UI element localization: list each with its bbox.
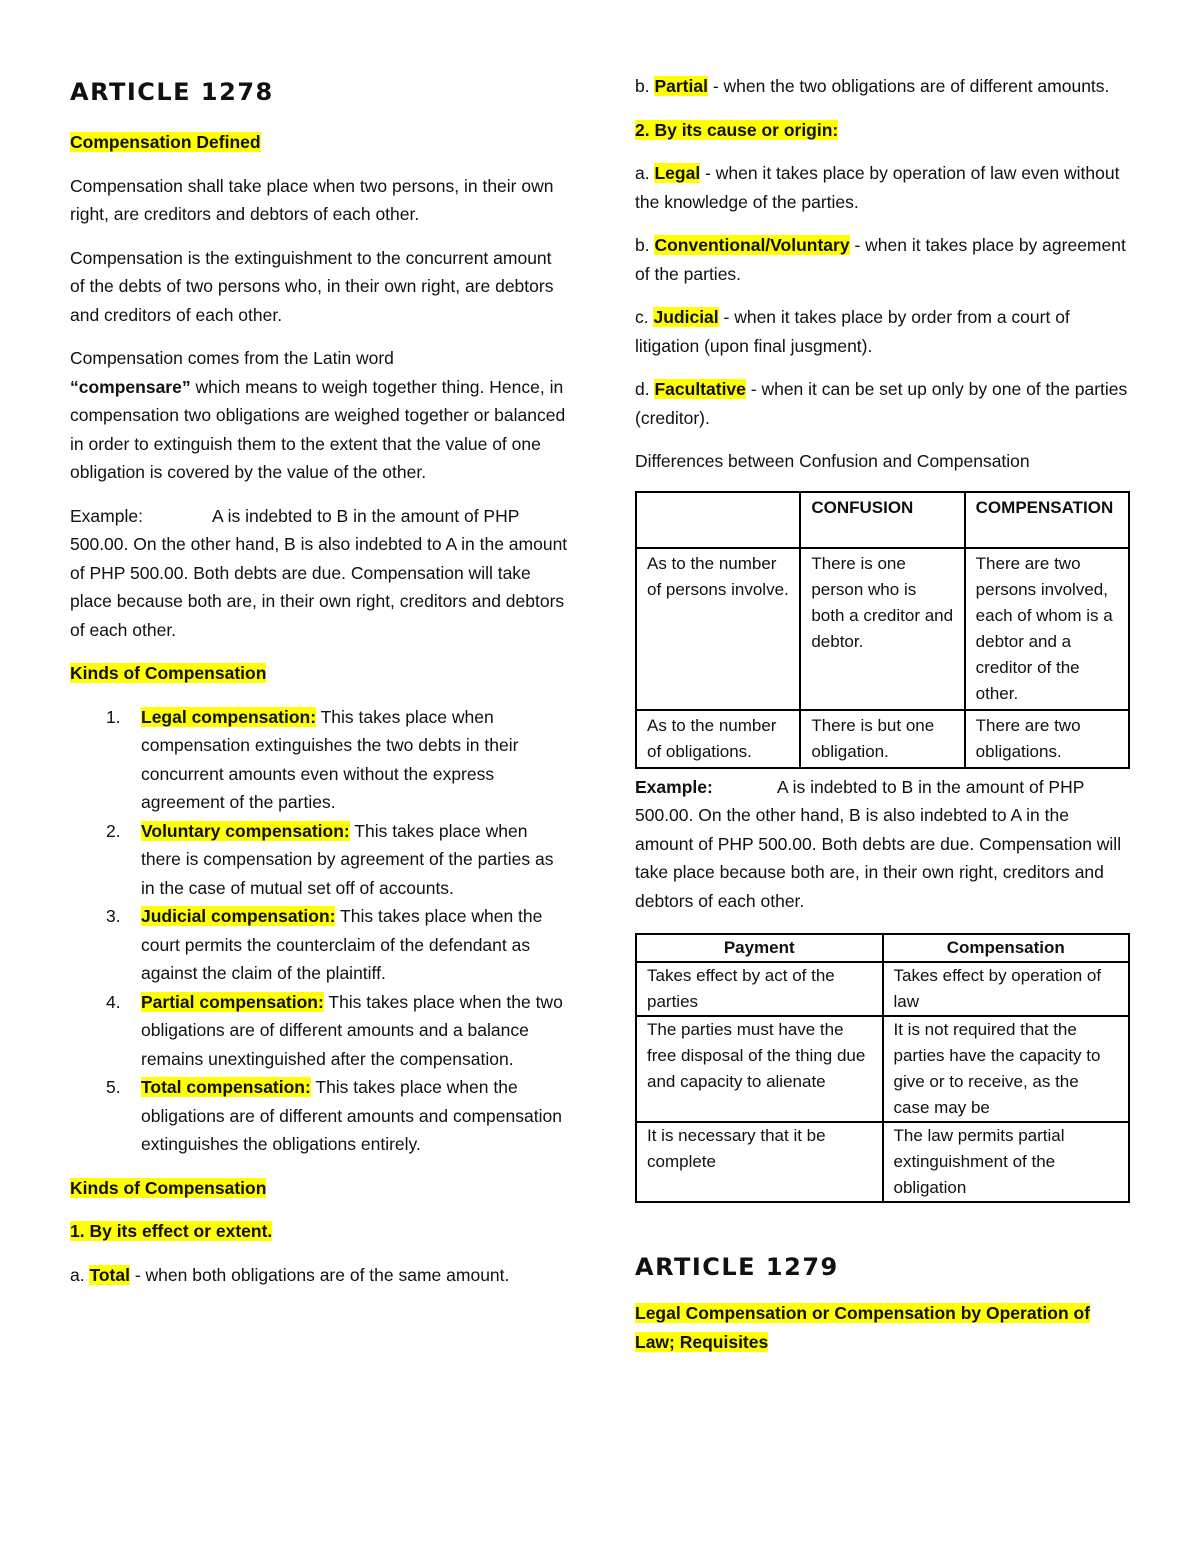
table-cell: There are two obligations. [965, 710, 1129, 768]
table-header-cell: CONFUSION [800, 492, 964, 548]
table-cell: Takes effect by operation of law [883, 962, 1130, 1016]
table-row [636, 710, 1129, 768]
kinds-list [70, 703, 570, 1159]
table-header-cell: Payment [636, 934, 883, 962]
total-kind: a. Total - when both obligations are of the same amount. [70, 1264, 510, 1285]
legal-kind: a. Legal - when it takes place by operation of law even without the knowledge of the parties. [635, 163, 1120, 212]
table-cell: As to the number of obligations. [636, 710, 800, 768]
table-cell: There are two persons involved, each of whom is a debtor and a creditor of the other. [965, 548, 1129, 710]
by-cause-heading: 2. By its cause or origin: [635, 119, 839, 140]
kinds-heading-2: Kinds of Compensation [70, 1177, 267, 1198]
table-header-row [636, 934, 1129, 962]
kinds-heading: Kinds of Compensation [70, 663, 267, 683]
conventional-kind: b. Conventional/Voluntary - when it takes place by agreement of the parties. [635, 235, 1126, 284]
table-row [636, 1122, 1129, 1202]
table-cell: There is but one obligation. [800, 710, 964, 768]
table-cell: As to the number of persons involve. [636, 548, 800, 710]
by-effect-heading: 1. By its effect or extent. [70, 1221, 273, 1241]
table-cell: There is one person who is both a creditor and debtor. [800, 548, 964, 710]
article-1279-title: ARTICLE 1279 [635, 1253, 839, 1281]
table-cell: It is necessary that it be complete [636, 1122, 883, 1202]
table-row [636, 548, 1129, 710]
example-label: Example: [635, 776, 713, 797]
confusion-compensation-table [635, 491, 1130, 769]
example-block-right: Example: A is indebted to B in the amount of PHP 500.00. On the other hand, B is also indebted to A in the amount of PHP 500.00. Both debts are due. Compensation will take place because both are, in their own right, creditors and debtors of each other. [635, 773, 1130, 916]
legal-compensation-heading: Legal Compensation or Compensation by Operation of Law; Requisites [635, 1303, 1091, 1352]
list-item: 5. Total compensation: This takes place when the obligations are of different amounts and compensation extinguishes the obligations entirely. [106, 1077, 562, 1154]
latin-origin-paragraph: Compensation comes from the Latin word “compensare” which means to weigh together thing. Hence, in compensation two obligations are weighed together or balanced in order to extinguish them to the extent that the value of one obligation is covered by the value of the other. [70, 348, 566, 482]
payment-compensation-table [635, 933, 1130, 1203]
judicial-kind: c. Judicial - when it takes place by order from a court of litigation (upon final jusgment). [635, 307, 1070, 356]
table-cell: The law permits partial extinguishment of the obligation [883, 1122, 1130, 1202]
definition-paragraph-2: Compensation is the extinguishment to the concurrent amount of the debts of two persons who, in their own right, are debtors and creditors of each other. [70, 247, 554, 325]
latin-term: “compensare” [70, 376, 191, 397]
example-label: Example: [70, 505, 143, 526]
list-item: 1. Legal compensation: This takes place when compensation extinguishes the two debts in their concurrent amounts even without the express agreement of the parties. [106, 706, 519, 812]
right-column [635, 72, 1130, 1371]
table-row [636, 962, 1129, 1016]
list-item: 2. Voluntary compensation: This takes place when there is compensation by agreement of the parties as in the case of mutual set off of accounts. [106, 820, 554, 898]
table-cell: It is not required that the parties have the capacity to give or to receive, as the case may be [883, 1016, 1130, 1122]
table-header-cell [636, 492, 800, 548]
table-row [636, 1016, 1129, 1122]
differences-heading: Differences between Confusion and Compensation [635, 451, 1030, 471]
partial-kind: b. Partial - when the two obligations are of different amounts. [635, 76, 1110, 96]
table-cell: Takes effect by act of the parties [636, 962, 883, 1016]
list-item: 4. Partial compensation: This takes place when the two obligations are of different amounts and a balance remains unextinguished after the compensation. [106, 991, 563, 1069]
example-block-left: Example: A is indebted to B in the amount of PHP 500.00. On the other hand, B is also indebted to A in the amount of PHP 500.00. Both debts are due. Compensation will take place because both are, in their own right, creditors and debtors of each other. [70, 502, 570, 645]
table-header-cell: Compensation [883, 934, 1130, 962]
list-item: 3. Judicial compensation: This takes place when the court permits the counterclaim of the defendant as against the claim of the plaintiff. [106, 906, 543, 983]
table-header-cell: COMPENSATION [965, 492, 1129, 548]
left-column [70, 72, 570, 1304]
table-header-row [636, 492, 1129, 548]
definition-paragraph-1: Compensation shall take place when two persons, in their own right, are creditors and debtors of each other. [70, 175, 554, 224]
table-cell: The parties must have the free disposal of the thing due and capacity to alienate [636, 1016, 883, 1122]
facultative-kind: d. Facultative - when it can be set up only by one of the parties (creditor). [635, 379, 1128, 428]
article-1278-title: ARTICLE 1278 [70, 78, 274, 106]
compensation-defined-heading: Compensation Defined [70, 132, 261, 152]
